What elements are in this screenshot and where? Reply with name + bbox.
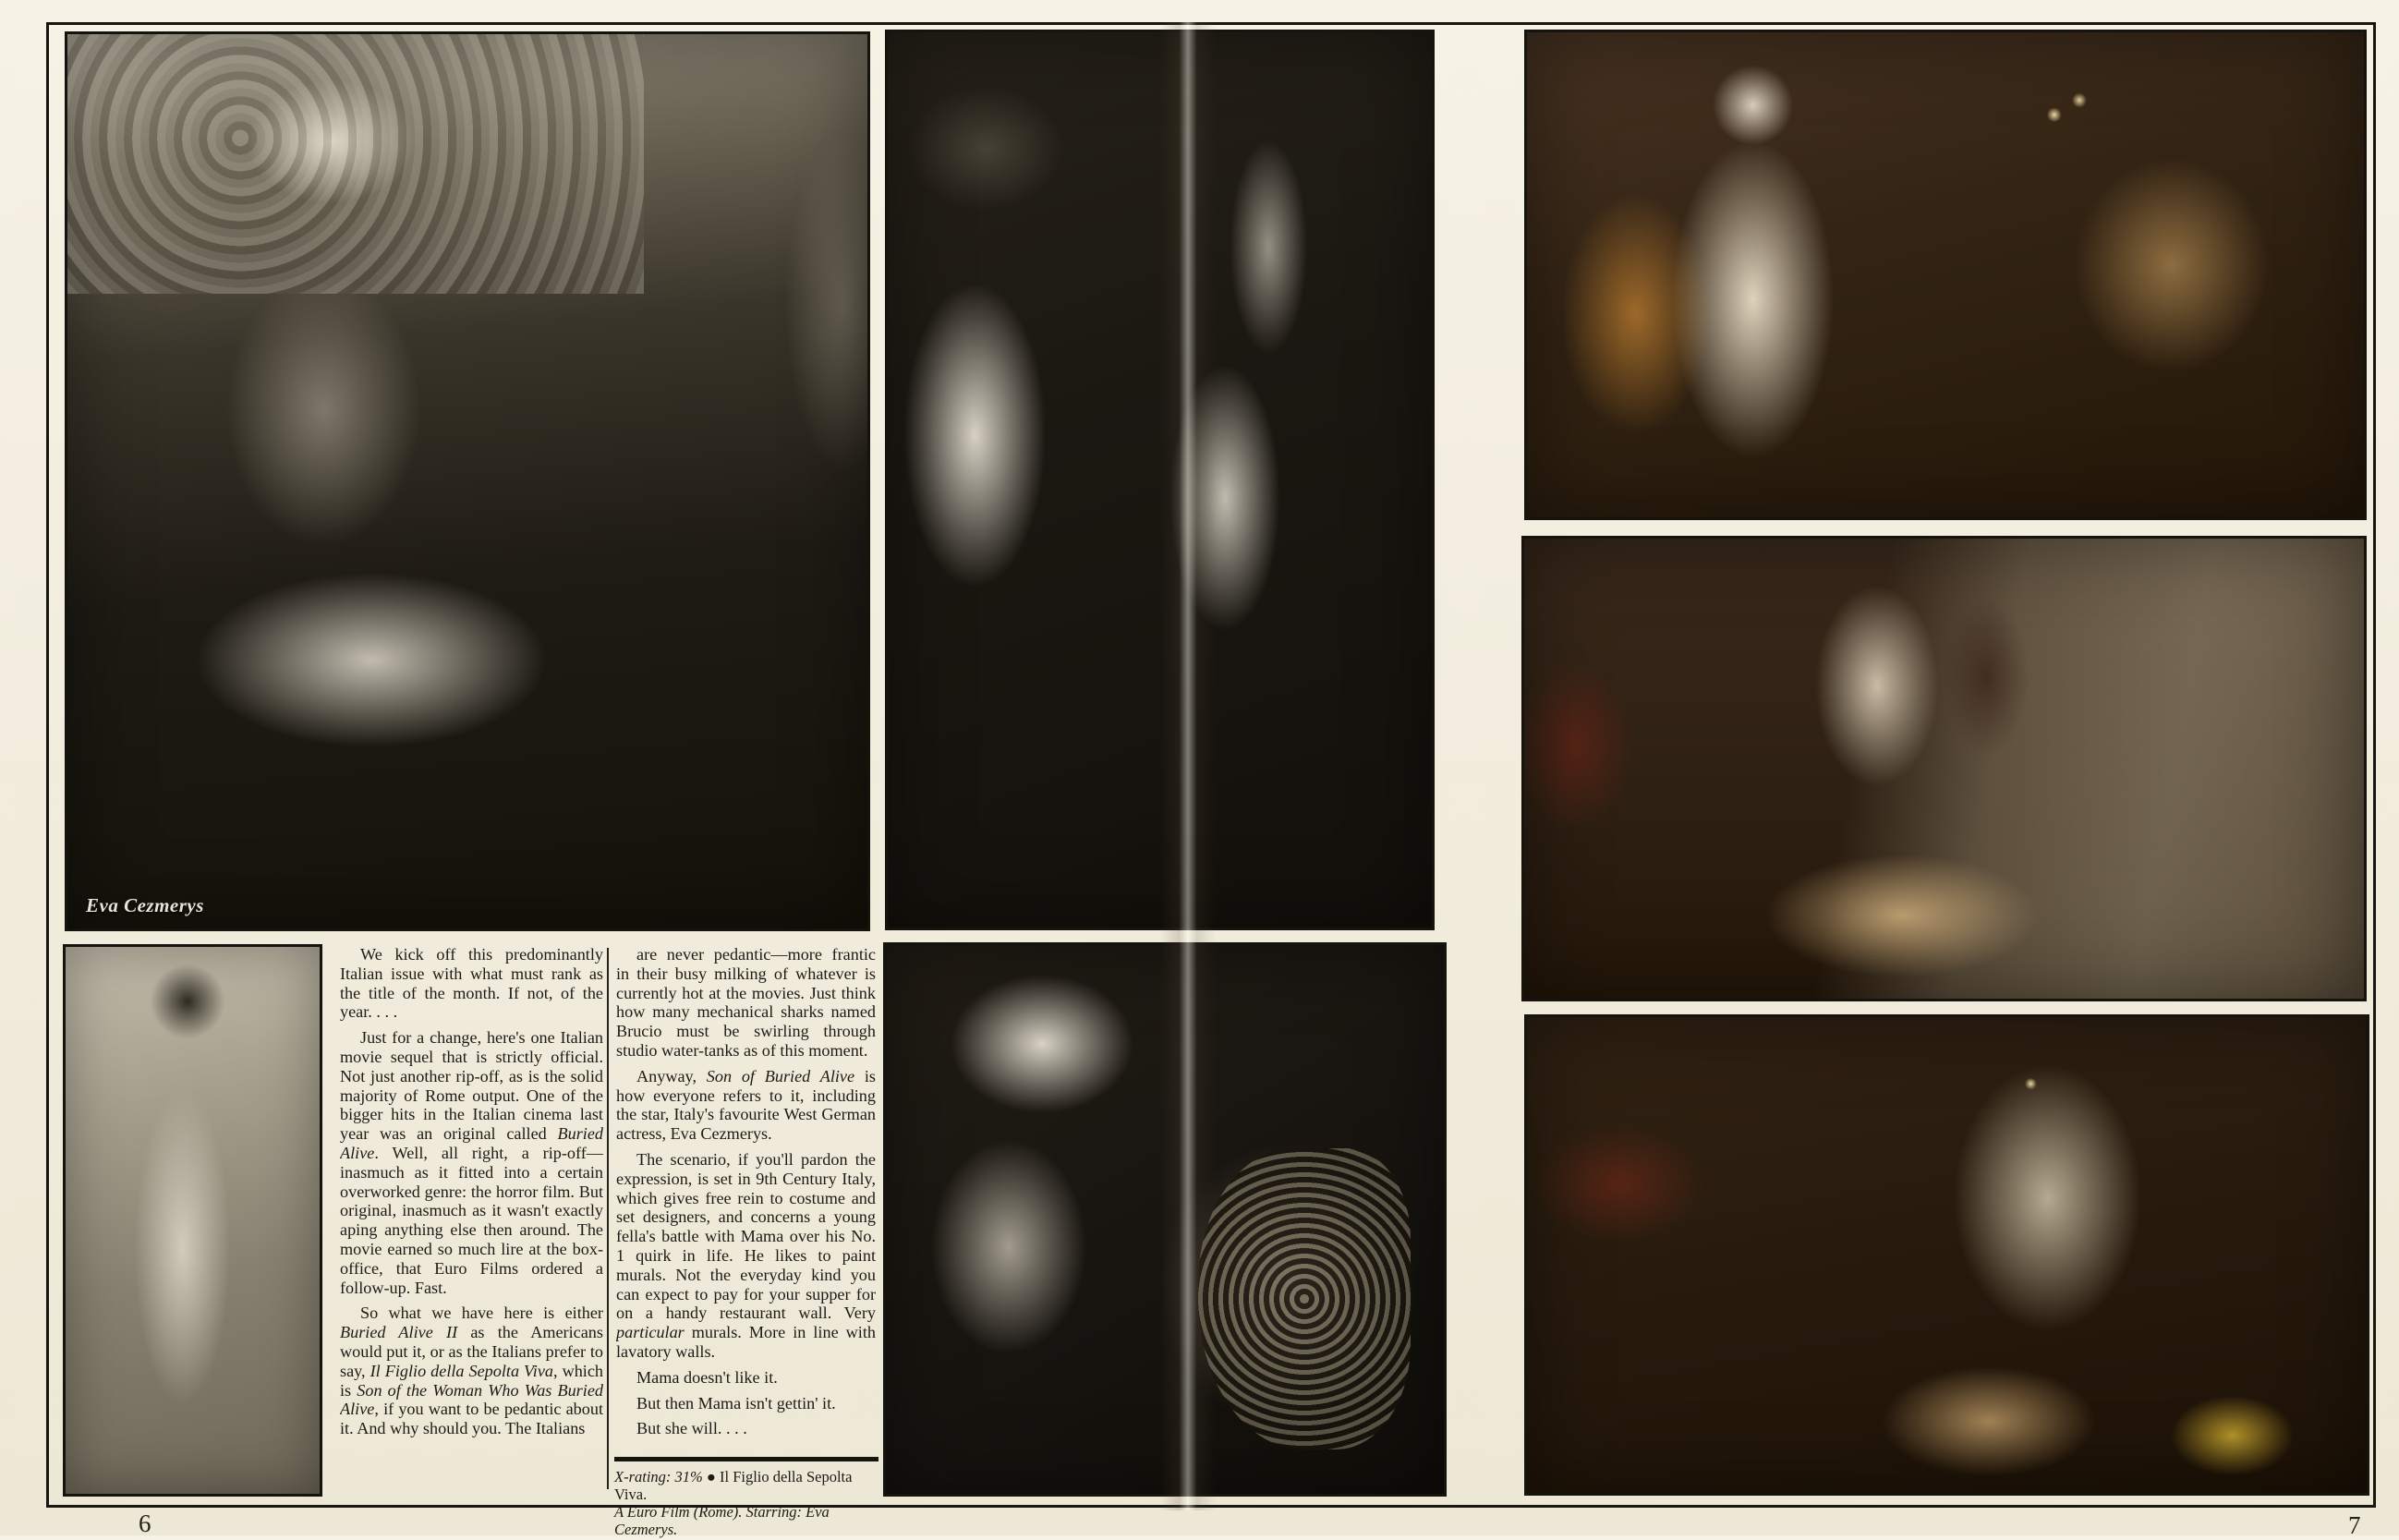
film-credit — [614, 1468, 888, 1538]
text-segment: are never pedantic—more frantic in their busy milking of whatever is currently hot at the movies. Just think how many mechanical sharks named Brucio must be swirling through studio water-tanks as of this moment. — [616, 945, 876, 1060]
text-segment: ● Il Figlio della Sepolta Viva. — [614, 1468, 853, 1503]
paragraph — [616, 1067, 876, 1144]
text-segment: The scenario, if you'll pardon the expression, is set in 9th Century Italy, which gives free rein to costume and set designers, and concerns a young fella's battle with Mama over his No. 1 quirk in life. He likes to paint murals. Not the everyday kind you can expect to pay for your supper for on a handy restaurant wall. Very — [616, 1149, 876, 1323]
column-divider — [607, 948, 609, 1489]
text-segment: is how everyone refers to it, including the star, Italy's favourite West German actress, Eva Cezmerys. — [616, 1066, 876, 1144]
text-segment: Il Figlio della Sepolta Viva — [370, 1361, 554, 1380]
paragraph — [340, 945, 603, 1022]
text-segment: But then Mama isn't gettin' it. — [636, 1393, 836, 1413]
photo-headscarf-scene — [883, 942, 1447, 1497]
credit-rule — [614, 1457, 878, 1461]
text-segment: Just for a change, here's one Italian movie sequel that is strictly official. Not just another rip-off, as is the solid majority of Rome output. One of the bigger hits in the Italian cinema last year was an original called — [340, 1028, 603, 1144]
paragraph — [616, 1150, 876, 1362]
credit-line-1 — [614, 1468, 888, 1503]
text-segment: But she will. . . . — [636, 1419, 747, 1438]
text-segment: as the Americans would put it, or as the Italians prefer to say, — [340, 1323, 603, 1380]
paragraph — [340, 1304, 603, 1438]
text-segment: , which is — [340, 1361, 603, 1400]
article-column-2 — [616, 945, 876, 1496]
text-segment: So what we have here is either — [360, 1304, 603, 1323]
photo-struggle-scene — [885, 30, 1435, 930]
text-segment: Buried Alive — [340, 1124, 603, 1162]
photo-fireplace-scene — [1524, 30, 2367, 520]
text-segment: A Euro Film (Rome). Starring: Eva Cezmerys. — [614, 1503, 830, 1538]
text-segment: murals. More in line with lavatory walls. — [616, 1323, 876, 1361]
page-number-right: 7 — [2348, 1511, 2361, 1539]
paragraph — [616, 1394, 876, 1413]
photo-standing-figure — [63, 944, 322, 1497]
text-segment: Mama doesn't like it. — [636, 1367, 778, 1387]
text-segment: We kick off this predominantly Italian issue with what must rank as the title of the month. If not, of the year. . . . — [340, 945, 603, 1022]
page-number-left: 6 — [139, 1510, 151, 1537]
text-segment: Anyway, — [636, 1066, 707, 1085]
paragraph — [616, 1368, 876, 1388]
photo-gathering-scene — [1521, 536, 2367, 1001]
paragraph — [616, 1419, 876, 1438]
text-segment: X-rating: 31% — [614, 1468, 707, 1485]
article-column-1 — [340, 945, 603, 1496]
text-segment: Buried Alive II — [340, 1323, 458, 1342]
photo-caption: Eva Cezmerys — [86, 894, 204, 916]
text-segment: , if you want to be pedantic about it. And why should you. The Italians — [340, 1400, 603, 1438]
text-segment: Son of Buried Alive — [706, 1066, 855, 1085]
credit-line-2 — [614, 1503, 888, 1538]
text-segment: Son of the Woman Who Was Buried Alive — [340, 1380, 603, 1419]
paragraph — [340, 1028, 603, 1297]
photo-bathtub-scene — [65, 31, 870, 931]
paragraph — [616, 945, 876, 1061]
photo-chandelier-scene — [1524, 1014, 2369, 1496]
text-segment: particular — [616, 1323, 685, 1342]
text-segment: . Well, all right, a rip-off—inasmuch as it fitted into a certain overworked genre: the horror film. But original, inasmuch as it wasn't exactly aping anything else then around. The movie earned so much lire at the box-office, that Euro Films ordered a follow-up. Fast. — [340, 1143, 603, 1297]
